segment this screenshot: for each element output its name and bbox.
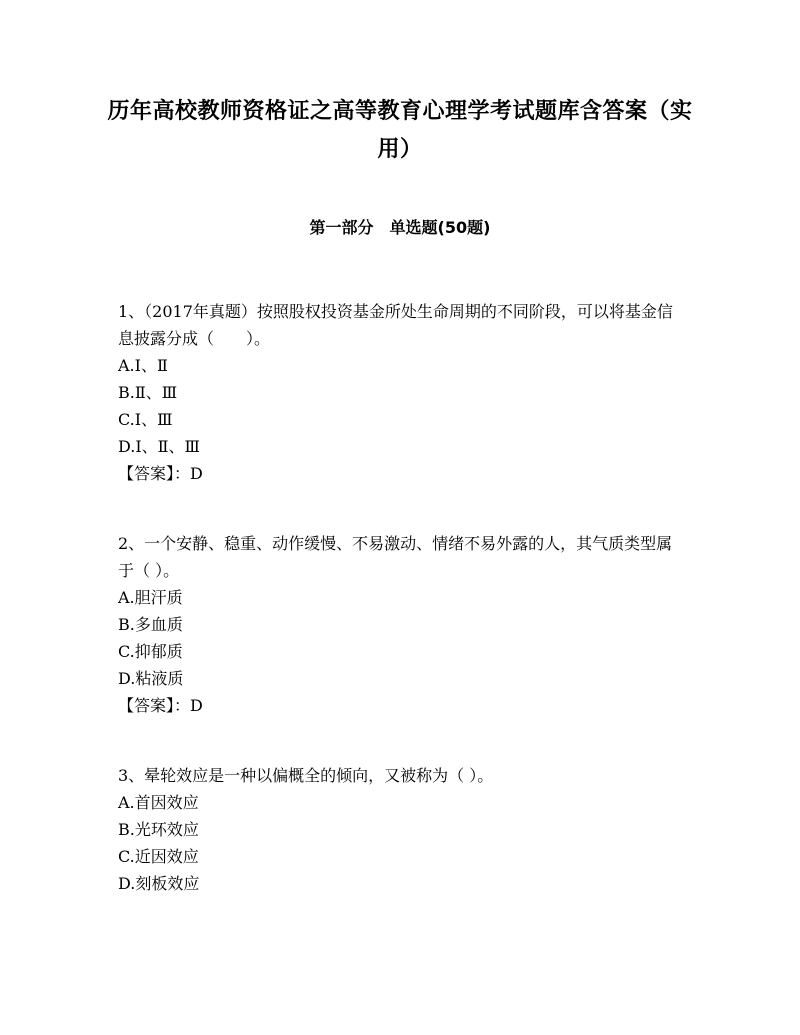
answer-line: 【答案】：D [118, 464, 203, 483]
section-heading: 第一部分 单选题(50题) [309, 218, 491, 237]
option-a: A.首因效应 [118, 793, 199, 812]
question-stem: 3、晕轮效应是一种以偏概全的倾向，又被称为（ ）。 [118, 766, 494, 785]
option-c: C.Ⅰ、Ⅲ [118, 410, 173, 429]
option-b: B.多血质 [118, 615, 183, 634]
option-c: C.抑郁质 [118, 642, 183, 661]
option-d: D.Ⅰ、Ⅱ、Ⅲ [118, 437, 200, 456]
option-b: B.光环效应 [118, 820, 199, 839]
document-title: 历年高校教师资格证之高等教育心理学考试题库含答案（实用） [107, 98, 693, 162]
option-a: A.胆汗质 [118, 588, 183, 607]
question-stem: 1、（2017年真题）按照股权投资基金所处生命周期的不同阶段，可以将基金信息披露分成（ ）。 [118, 302, 673, 348]
question-2 [118, 530, 688, 719]
option-c: C.近因效应 [118, 847, 199, 866]
question-1 [118, 298, 688, 487]
option-d: D.刻板效应 [118, 874, 200, 893]
option-a: A.Ⅰ、Ⅱ [118, 356, 168, 375]
option-d: D.粘液质 [118, 669, 184, 688]
answer-line: 【答案】：D [118, 696, 203, 715]
question-3 [118, 762, 688, 897]
question-stem: 2、一个安静、稳重、动作缓慢、不易激动、情绪不易外露的人，其气质类型属于（ ）。 [118, 534, 673, 580]
option-b: B.Ⅱ、Ⅲ [118, 383, 178, 402]
